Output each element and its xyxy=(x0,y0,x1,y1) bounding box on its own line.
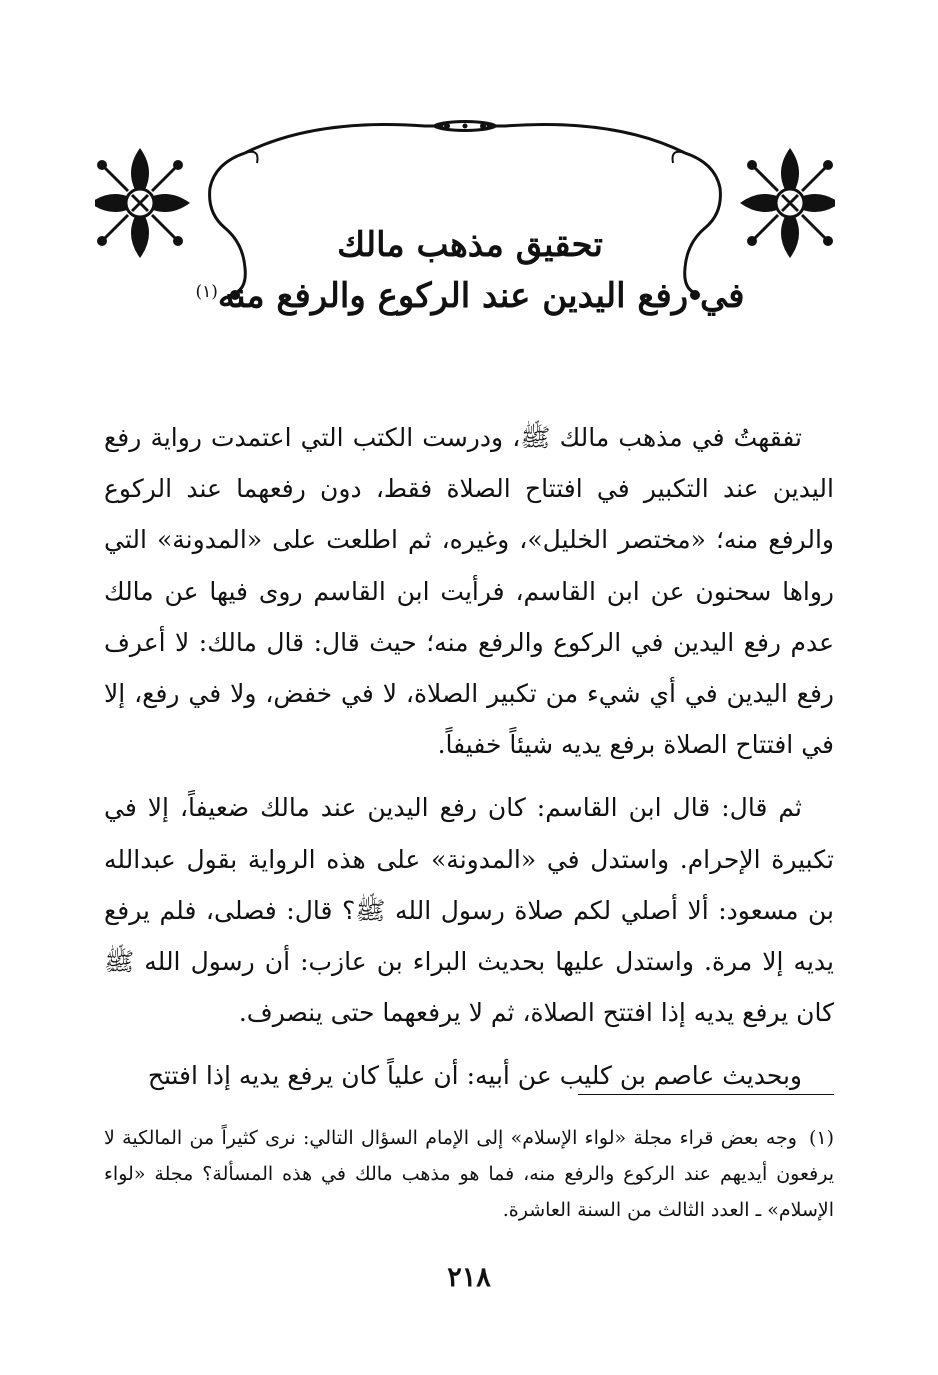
footnote-divider xyxy=(578,1094,834,1095)
chapter-title-line-2-text: في رفع اليدين عند الركوع والرفع منه xyxy=(217,276,745,316)
body-text xyxy=(104,412,834,1102)
footnote-text: وجه بعض قراء مجلة «لواء الإسلام» إلى الإمام السؤال التالي: نرى كثيراً من المالكية لا يرفعون أيديهم عند الركوع والرفع منه، فما هو مذهب مالك في هذه المسألة؟ مجلة «لواء الإسلام» ـ العدد الثالث من السنة العاشرة. xyxy=(104,1127,834,1221)
chapter-title xyxy=(180,222,760,322)
footnote xyxy=(104,1120,834,1228)
ornament-center-medallion xyxy=(433,120,497,132)
page-number: ٢١٨ xyxy=(447,1262,491,1293)
footnote-marker: (١) xyxy=(808,1127,834,1149)
paragraph-3: وبحديث عاصم بن كليب عن أبيه: أن علياً كان يرفع يديه إذا افتتح xyxy=(147,1061,802,1091)
chapter-title-line-1: تحقيق مذهب مالك xyxy=(337,225,603,265)
ornament-left-fleur xyxy=(95,148,190,258)
footnote-reference: (١) xyxy=(195,282,218,302)
paragraph-2: ثم قال: قال ابن القاسم: كان رفع اليدين عند مالك ضعيفاً، إلا في تكبيرة الإحرام. واستدل في «المدونة» على هذه الرواية بقول عبدالله بن مسعود: ألا أصلي لكم صلاة رسول الله ﷺ؟ قال: فصلى، فلم يرفع يديه إلا مرة. واستدل عليها بحديث البراء بن عازب: أن رسول الله ﷺ كان يرفع يديه إذا افتتح الصلاة، ثم لا يرفعهما حتى ينصرف. xyxy=(104,793,834,1028)
chapter-title-line-2 xyxy=(180,270,760,322)
paragraph-1: تفقهتُ في مذهب مالك ﷺ، ودرست الكتب التي اعتمدت رواية رفع اليدين عند التكبير في افتتاح الصلاة فقط، دون رفعهما عند الركوع والرفع منه؛ «مختصر الخليل»، وغيره، ثم اطلعت على «المدونة» التي رواها سحنون عن ابن القاسم، فرأيت ابن القاسم روى فيها عن مالك عدم رفع اليدين في الركوع والرفع منه؛ حيث قال: قال مالك: لا أعرف رفع اليدين في أي شيء من تكبير الصلاة، لا في خفض، ولا في رفع، إلا في افتتاح الصلاة برفع يديه شيئاً خفيفاً. xyxy=(104,423,834,760)
